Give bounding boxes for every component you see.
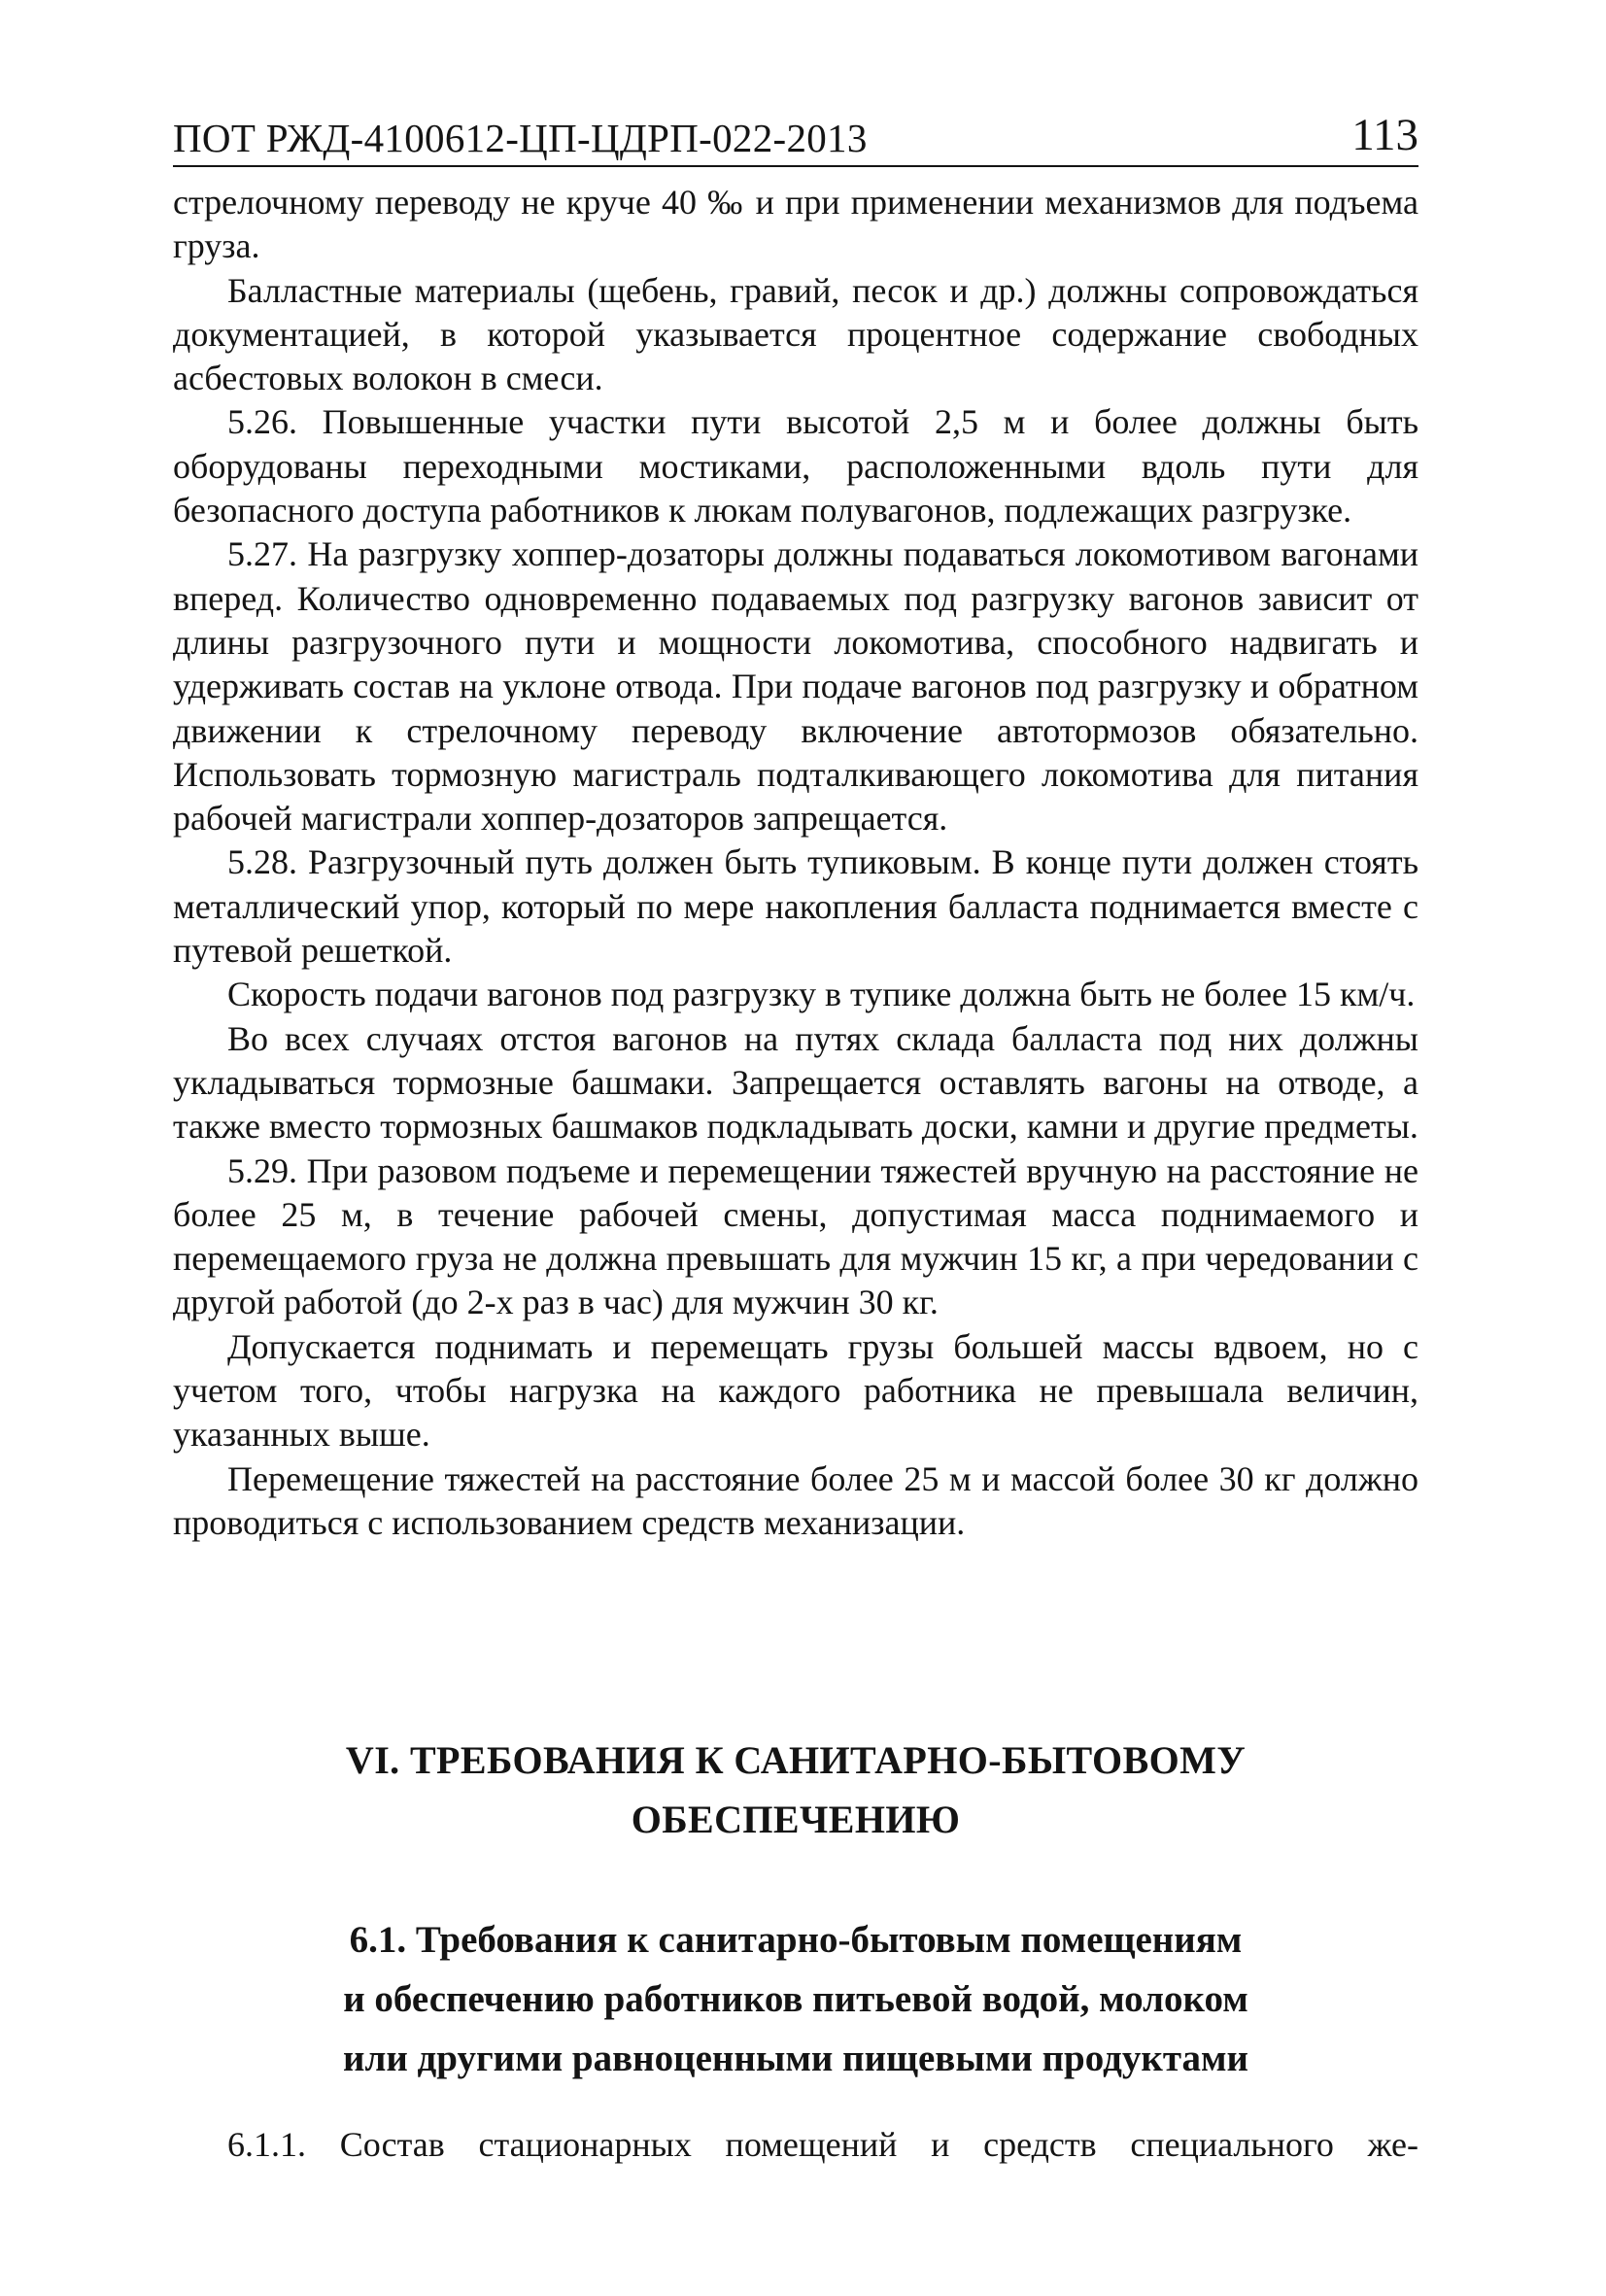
- document-code: ПОТ РЖД-4100612-ЦП-ЦДРП-022-2013: [173, 116, 868, 160]
- subsection-heading: [173, 1910, 1418, 2088]
- running-header: [173, 109, 1418, 167]
- paragraph-ballast-documentation: Балластные материалы (щебень, гравий, песок и др.) должны сопровождаться документацией, в которой указывается процентное содержание свободных асбестовых волокон в смеси.: [173, 270, 1418, 398]
- paragraph-5-27: 5.27. На разгрузку хоппер-дозаторы должны подаваться локомотивом вагонами вперед. Количество одновременно подаваемых под разгрузку вагонов зависит от длины разгрузочного пути и мощности локомотива, способного надвигать и удерживать состав на уклоне отвода. При подаче вагонов под разгрузку и обратном движении к стрелочному переводу включение автотормозов обязательно. Использовать тормозную магистраль подталкивающего локомотива для питания рабочей магистрали хоппер-дозаторов запрещается.: [173, 534, 1418, 839]
- paragraph-5-26: 5.26. Повышенные участки пути высотой 2,5 м и более должны быть оборудованы переходными мостиками, расположенными вдоль пути для безопасного доступа работников к люкам полувагонов, подлежащих разгрузке.: [173, 402, 1418, 531]
- section-heading: [173, 1731, 1418, 1849]
- paragraph-mechanization: Перемещение тяжестей на расстояние более 25 м и массой более 30 кг должно проводиться с использованием средств механизации.: [173, 1458, 1418, 1542]
- section-heading-line: ОБЕСПЕЧЕНИЮ: [631, 1798, 961, 1841]
- page-number: 113: [1351, 110, 1418, 160]
- paragraph-brake-shoes: Во всех случаях отстоя вагонов на путях склада балласта под них должны укладываться тормозные башмаки. Запрещается оставлять вагоны на отводе, а также вместо тормозных башмаков подкладывать доски, камни и другие предметы.: [173, 1018, 1418, 1147]
- subsection-heading-line: или другими равноценными пищевыми продуктами: [342, 2038, 1248, 2079]
- paragraph-speed-limit: Скорость подачи вагонов под разгрузку в тупике должна быть не более 15 км/ч.: [227, 975, 1416, 1014]
- subsection-heading-line: 6.1. Требования к санитарно-бытовым помещениям: [349, 1919, 1243, 1961]
- paragraph-continuation: стрелочному переводу не круче 40 ‰ и при применении механизмов для подъема груза.: [173, 183, 1418, 266]
- body-text: [173, 181, 1418, 1545]
- paragraph-6-1-1: 6.1.1. Состав стационарных помещений и средств специального же-: [227, 2125, 1418, 2164]
- paragraph-double-lifting: Допускается поднимать и перемещать грузы большей массы вдвоем, но с учетом того, чтобы нагрузка на каждого работника не превышала величин, указанных выше.: [173, 1326, 1418, 1455]
- subsection-heading-line: и обеспечению работников питьевой водой, молоком: [343, 1978, 1248, 2020]
- paragraph-5-29: 5.29. При разовом подъеме и перемещении тяжестей вручную на расстояние не более 25 м, в течение рабочей смены, допустимая масса поднимаемого и перемещаемого груза не должна превышать для мужчин 15 кг, а при чередовании с другой работой (до 2-х раз в час) для мужчин 30 кг.: [173, 1150, 1418, 1322]
- section-heading-line: VI. ТРЕБОВАНИЯ К САНИТАРНО-БЫТОВОМУ: [345, 1738, 1247, 1782]
- paragraph-5-28: 5.28. Разгрузочный путь должен быть тупиковым. В конце пути должен стоять металлический упор, который по мере накопления балласта поднимается вместе с путевой решеткой.: [173, 842, 1418, 971]
